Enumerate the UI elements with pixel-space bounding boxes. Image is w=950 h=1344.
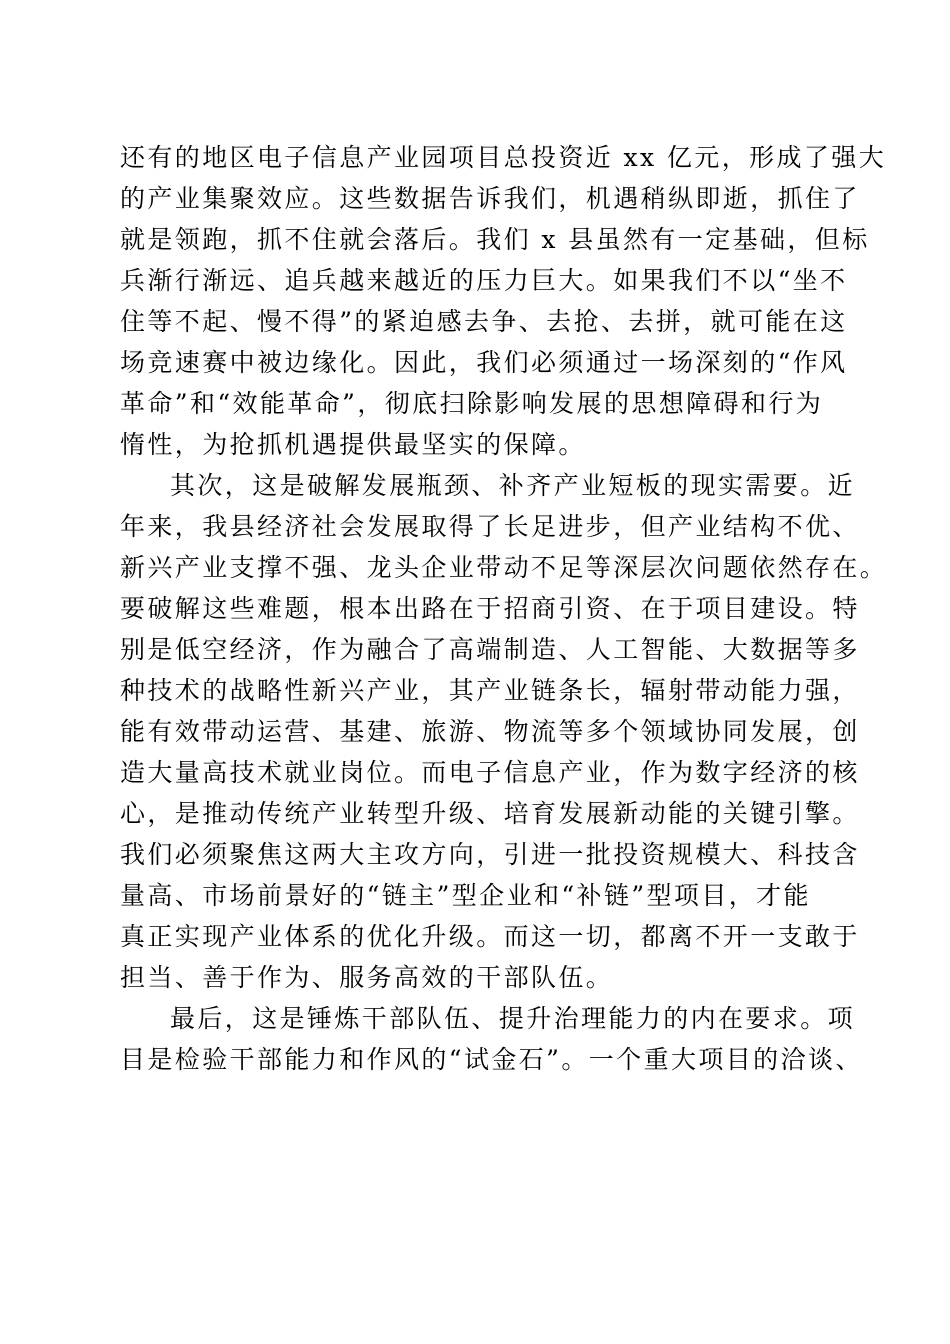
text-line: 惰性，为抢抓机遇提供最坚实的保障。	[120, 430, 586, 459]
text-line: 场竞速赛中被边缘化。因此，我们必须通过一场深刻的“作风	[120, 348, 848, 377]
text-line: 目是检验干部能力和作风的“试金石”。一个重大项目的洽谈、	[120, 1045, 863, 1074]
text-line: 造大量高技术就业岗位。而电子信息产业，作为数字经济的核	[120, 758, 860, 787]
text-line: 别是低空经济，作为融合了高端制造、人工智能、大数据等多	[120, 635, 860, 664]
text-line: 还有的地区电子信息产业园项目总投资近 xx 亿元，形成了强大	[120, 143, 887, 172]
text-line: 担当、善于作为、服务高效的干部队伍。	[120, 963, 614, 992]
paragraph-second	[120, 465, 888, 998]
text-line: 要破解这些难题，根本出路在于招商引资、在于项目建设。特	[120, 594, 860, 623]
text-line: 能有效带动运营、基建、旅游、物流等多个领域协同发展，创	[120, 717, 860, 746]
paragraph-continued	[120, 137, 887, 465]
text-line: 新兴产业支撑不强、龙头企业带动不足等深层次问题依然存在。	[120, 553, 888, 582]
text-line: 真正实现产业体系的优化升级。而这一切，都离不开一支敢于	[120, 922, 860, 951]
text-line: 年来，我县经济社会发展取得了长足进步，但产业结构不优、	[120, 512, 860, 541]
text-line: 其次，这是破解发展瓶颈、补齐产业短板的现实需要。近	[170, 471, 856, 500]
text-line: 兵渐行渐远、追兵越来越近的压力巨大。如果我们不以“坐不	[120, 266, 848, 295]
text-line: 最后，这是锤炼干部队伍、提升治理能力的内在要求。项	[170, 1004, 856, 1033]
text-line: 革命”和“效能革命”，彻底扫除影响发展的思想障碍和行为	[120, 389, 824, 418]
paragraph-third	[120, 998, 863, 1080]
text-line: 量高、市场前景好的“链主”型企业和“补链”型项目，才能	[120, 881, 811, 910]
text-line: 就是领跑，抓不住就会落后。我们 x 县虽然有一定基础，但标	[120, 225, 870, 254]
document-body	[120, 137, 888, 1080]
text-line: 种技术的战略性新兴产业，其产业链条长，辐射带动能力强，	[120, 676, 860, 705]
text-line: 住等不起、慢不得”的紧迫感去争、去抢、去拼，就可能在这	[120, 307, 848, 336]
text-line: 心，是推动传统产业转型升级、培育发展新动能的关键引擎。	[120, 799, 860, 828]
text-line: 的产业集聚效应。这些数据告诉我们，机遇稍纵即逝，抓住了	[120, 184, 860, 213]
text-line: 我们必须聚焦这两大主攻方向，引进一批投资规模大、科技含	[120, 840, 860, 869]
